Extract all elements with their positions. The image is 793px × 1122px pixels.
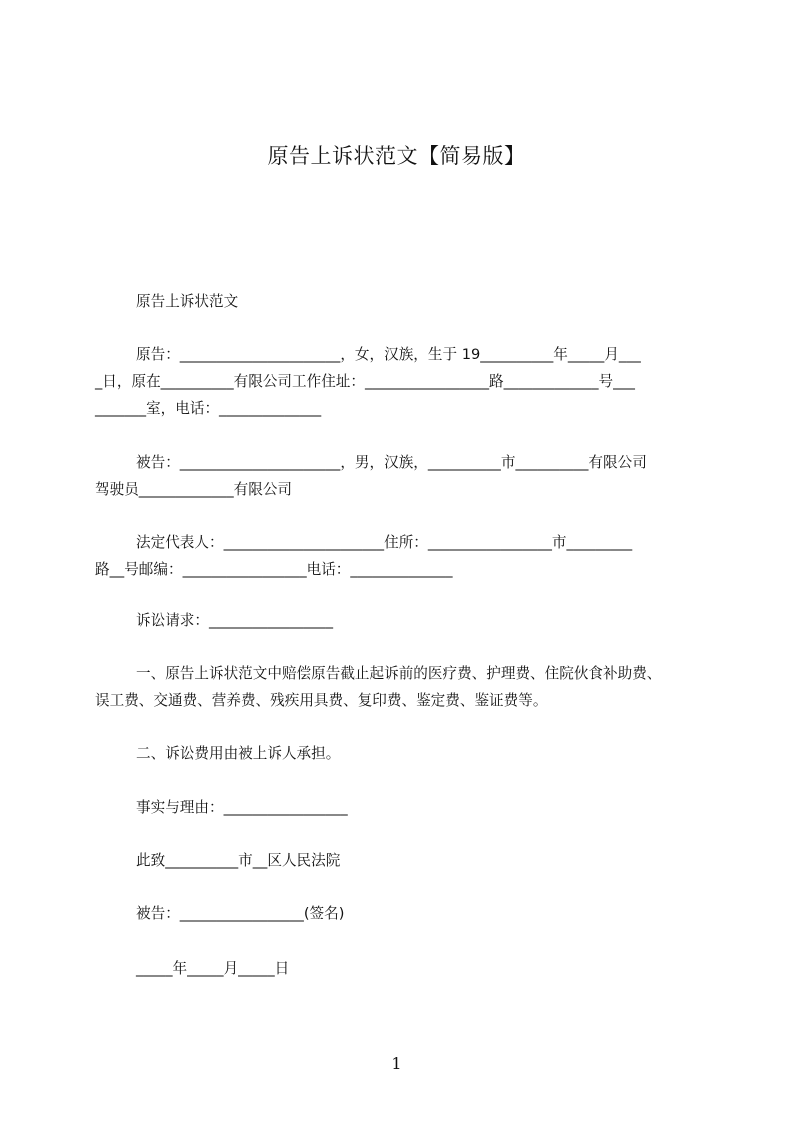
date-text: _____年_____月_____日 <box>136 960 290 977</box>
claims-label-text: 诉讼请求：_________________ <box>136 612 334 629</box>
plaintiff-line-2: _日，原在__________有限公司工作住址：_________________路_____________号___ <box>95 373 635 390</box>
date-line <box>95 955 756 982</box>
addressee <box>95 847 756 874</box>
claim-2-paragraph <box>95 740 756 767</box>
plaintiff-line-3: _______室，电话：______________ <box>95 400 322 417</box>
claim-2-text: 二、诉讼费用由被上诉人承担。 <box>136 745 341 762</box>
plaintiff-line-1: 原告：______________________，女，汉族，生于 19__________年_____月___ <box>136 346 641 363</box>
signature-text: 被告：_________________(签名) <box>136 905 345 922</box>
page-number: 1 <box>391 1054 402 1073</box>
claim-1-line-2: 误工费、交通费、营养费、残疾用具费、复印费、鉴定费、鉴证费等。 <box>95 692 548 709</box>
defendant-paragraph <box>95 449 715 503</box>
signature-line <box>95 900 756 927</box>
body-heading <box>95 288 756 315</box>
addressee-text: 此致__________市__区人民法院 <box>136 852 341 869</box>
legal-rep-line-2: 路__号邮编：_________________电话：______________ <box>95 561 453 578</box>
body-heading-text: 原告上诉状范文 <box>136 293 239 310</box>
claim-1-paragraph <box>95 660 715 714</box>
claims-label <box>95 607 756 634</box>
facts-label <box>95 794 756 821</box>
claim-1-line-1: 一、原告上诉状范文中赔偿原告截止起诉前的医疗费、护理费、住院伙食补助费、 <box>136 665 662 682</box>
legal-rep-line-1: 法定代表人：______________________住所：_________________市_________ <box>136 534 633 551</box>
legal-rep-paragraph <box>95 529 715 583</box>
document-title: 原告上诉状范文【简易版】 <box>267 144 526 168</box>
plaintiff-paragraph <box>95 341 715 422</box>
defendant-line-2: 驾驶员_____________有限公司 <box>95 481 293 498</box>
facts-label-text: 事实与理由：_________________ <box>136 799 348 816</box>
defendant-line-1: 被告：______________________，男，汉族，__________市__________有限公司 <box>136 454 647 471</box>
